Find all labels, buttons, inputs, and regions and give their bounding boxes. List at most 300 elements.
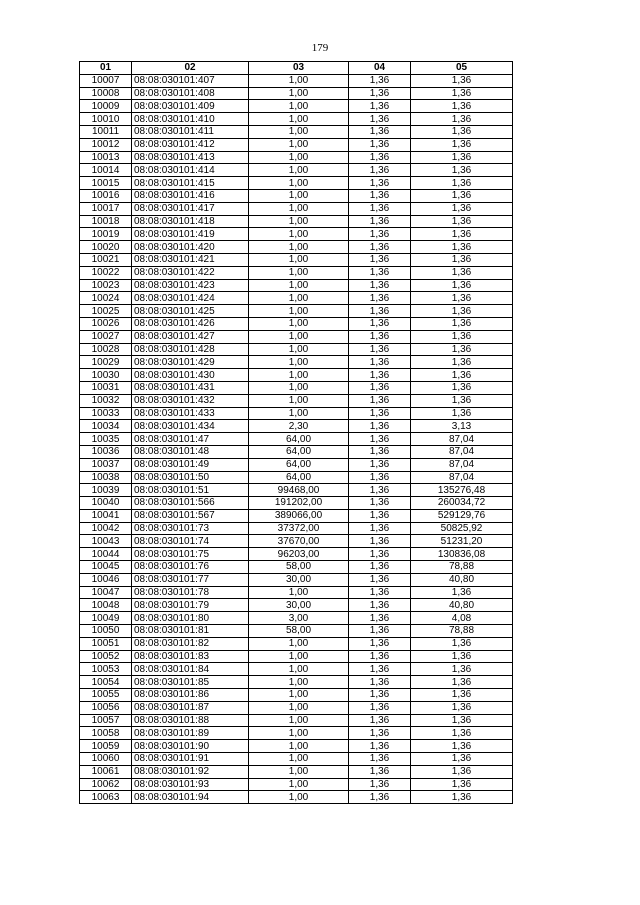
cadastral-number-cell: 08:08:030101:92	[132, 765, 249, 778]
row-number-cell: 10055	[80, 689, 132, 702]
value-03-cell: 1,00	[249, 138, 349, 151]
table-row	[80, 202, 513, 215]
value-04-cell: 1,36	[349, 433, 411, 446]
row-number-cell: 10028	[80, 343, 132, 356]
row-number-cell: 10015	[80, 177, 132, 190]
value-03-cell: 1,00	[249, 381, 349, 394]
value-03-cell: 1,00	[249, 727, 349, 740]
value-03-cell: 1,00	[249, 177, 349, 190]
header-row	[80, 62, 513, 75]
cadastral-number-cell: 08:08:030101:416	[132, 189, 249, 202]
table-row	[80, 561, 513, 574]
column-header-02: 02	[132, 62, 249, 75]
value-05-cell: 1,36	[411, 305, 513, 318]
value-04-cell: 1,36	[349, 497, 411, 510]
value-04-cell: 1,36	[349, 113, 411, 126]
cadastral-number-cell: 08:08:030101:422	[132, 266, 249, 279]
cadastral-number-cell: 08:08:030101:86	[132, 689, 249, 702]
table-row	[80, 458, 513, 471]
cadastral-number-cell: 08:08:030101:51	[132, 484, 249, 497]
value-03-cell: 1,00	[249, 650, 349, 663]
cadastral-number-cell: 08:08:030101:421	[132, 253, 249, 266]
cadastral-number-cell: 08:08:030101:50	[132, 471, 249, 484]
cadastral-number-cell: 08:08:030101:426	[132, 317, 249, 330]
value-04-cell: 1,36	[349, 535, 411, 548]
value-03-cell: 1,00	[249, 125, 349, 138]
value-03-cell: 1,00	[249, 740, 349, 753]
value-03-cell: 2,30	[249, 420, 349, 433]
row-number-cell: 10012	[80, 138, 132, 151]
table-row	[80, 151, 513, 164]
value-04-cell: 1,36	[349, 586, 411, 599]
value-03-cell: 64,00	[249, 433, 349, 446]
table-row	[80, 637, 513, 650]
value-03-cell: 1,00	[249, 292, 349, 305]
page-number: 179	[311, 42, 329, 54]
table-row	[80, 369, 513, 382]
cadastral-number-cell: 08:08:030101:93	[132, 778, 249, 791]
table-row	[80, 509, 513, 522]
value-04-cell: 1,36	[349, 612, 411, 625]
value-05-cell: 1,36	[411, 701, 513, 714]
table-header	[80, 62, 513, 75]
value-05-cell: 1,36	[411, 292, 513, 305]
table-row	[80, 138, 513, 151]
table-row	[80, 330, 513, 343]
value-05-cell: 87,04	[411, 433, 513, 446]
value-03-cell: 1,00	[249, 343, 349, 356]
value-05-cell: 1,36	[411, 765, 513, 778]
value-04-cell: 1,36	[349, 663, 411, 676]
value-04-cell: 1,36	[349, 753, 411, 766]
row-number-cell: 10045	[80, 561, 132, 574]
value-03-cell: 1,00	[249, 164, 349, 177]
row-number-cell: 10026	[80, 317, 132, 330]
cadastral-number-cell: 08:08:030101:83	[132, 650, 249, 663]
cadastral-number-cell: 08:08:030101:91	[132, 753, 249, 766]
cadastral-number-cell: 08:08:030101:429	[132, 356, 249, 369]
cadastral-number-cell: 08:08:030101:82	[132, 637, 249, 650]
cadastral-number-cell: 08:08:030101:49	[132, 458, 249, 471]
column-header-01: 01	[80, 62, 132, 75]
value-04-cell: 1,36	[349, 689, 411, 702]
value-04-cell: 1,36	[349, 228, 411, 241]
value-04-cell: 1,36	[349, 253, 411, 266]
value-05-cell: 1,36	[411, 791, 513, 804]
value-04-cell: 1,36	[349, 241, 411, 254]
row-number-cell: 10036	[80, 445, 132, 458]
row-number-cell: 10032	[80, 394, 132, 407]
cadastral-number-cell: 08:08:030101:431	[132, 381, 249, 394]
table-row	[80, 125, 513, 138]
value-05-cell: 1,36	[411, 215, 513, 228]
table-row	[80, 445, 513, 458]
row-number-cell: 10054	[80, 676, 132, 689]
table-row	[80, 100, 513, 113]
value-04-cell: 1,36	[349, 369, 411, 382]
cadastral-number-cell: 08:08:030101:411	[132, 125, 249, 138]
cadastral-number-cell: 08:08:030101:430	[132, 369, 249, 382]
row-number-cell: 10046	[80, 573, 132, 586]
value-03-cell: 1,00	[249, 215, 349, 228]
row-number-cell: 10060	[80, 753, 132, 766]
value-05-cell: 1,36	[411, 778, 513, 791]
table-row	[80, 778, 513, 791]
value-05-cell: 1,36	[411, 177, 513, 190]
value-05-cell: 1,36	[411, 407, 513, 420]
cadastral-number-cell: 08:08:030101:424	[132, 292, 249, 305]
table-row	[80, 497, 513, 510]
value-03-cell: 3,00	[249, 612, 349, 625]
value-04-cell: 1,36	[349, 177, 411, 190]
cadastral-number-cell: 08:08:030101:80	[132, 612, 249, 625]
cadastral-number-cell: 08:08:030101:73	[132, 522, 249, 535]
value-05-cell: 1,36	[411, 266, 513, 279]
value-05-cell: 1,36	[411, 394, 513, 407]
value-04-cell: 1,36	[349, 458, 411, 471]
table-row	[80, 164, 513, 177]
cadastral-number-cell: 08:08:030101:567	[132, 509, 249, 522]
cadastral-number-cell: 08:08:030101:434	[132, 420, 249, 433]
cadastral-number-cell: 08:08:030101:90	[132, 740, 249, 753]
column-header-03: 03	[249, 62, 349, 75]
value-05-cell: 87,04	[411, 471, 513, 484]
table-row	[80, 689, 513, 702]
value-05-cell: 1,36	[411, 356, 513, 369]
value-03-cell: 1,00	[249, 113, 349, 126]
value-05-cell: 1,36	[411, 727, 513, 740]
value-03-cell: 30,00	[249, 573, 349, 586]
value-03-cell: 64,00	[249, 445, 349, 458]
table-row	[80, 714, 513, 727]
value-05-cell: 87,04	[411, 445, 513, 458]
value-05-cell: 1,36	[411, 381, 513, 394]
value-05-cell: 1,36	[411, 689, 513, 702]
row-number-cell: 10021	[80, 253, 132, 266]
row-number-cell: 10014	[80, 164, 132, 177]
value-03-cell: 96203,00	[249, 548, 349, 561]
value-03-cell: 1,00	[249, 151, 349, 164]
value-03-cell: 1,00	[249, 701, 349, 714]
value-03-cell: 1,00	[249, 663, 349, 676]
value-03-cell: 1,00	[249, 778, 349, 791]
table-row	[80, 292, 513, 305]
row-number-cell: 10063	[80, 791, 132, 804]
value-03-cell: 1,00	[249, 87, 349, 100]
value-03-cell: 1,00	[249, 74, 349, 87]
cadastral-number-cell: 08:08:030101:415	[132, 177, 249, 190]
table-row	[80, 791, 513, 804]
value-03-cell: 64,00	[249, 471, 349, 484]
row-number-cell: 10029	[80, 356, 132, 369]
cadastral-number-cell: 08:08:030101:410	[132, 113, 249, 126]
row-number-cell: 10010	[80, 113, 132, 126]
table-row	[80, 343, 513, 356]
data-table	[79, 61, 513, 804]
row-number-cell: 10033	[80, 407, 132, 420]
table-row	[80, 727, 513, 740]
table-row	[80, 87, 513, 100]
value-04-cell: 1,36	[349, 125, 411, 138]
table-row	[80, 522, 513, 535]
value-04-cell: 1,36	[349, 561, 411, 574]
value-04-cell: 1,36	[349, 740, 411, 753]
value-03-cell: 1,00	[249, 394, 349, 407]
value-05-cell: 1,36	[411, 714, 513, 727]
row-number-cell: 10034	[80, 420, 132, 433]
value-03-cell: 389066,00	[249, 509, 349, 522]
cadastral-number-cell: 08:08:030101:47	[132, 433, 249, 446]
value-05-cell: 1,36	[411, 138, 513, 151]
table-row	[80, 599, 513, 612]
value-03-cell: 1,00	[249, 714, 349, 727]
row-number-cell: 10009	[80, 100, 132, 113]
value-05-cell: 1,36	[411, 663, 513, 676]
table-row	[80, 305, 513, 318]
value-04-cell: 1,36	[349, 484, 411, 497]
cadastral-number-cell: 08:08:030101:94	[132, 791, 249, 804]
row-number-cell: 10038	[80, 471, 132, 484]
row-number-cell: 10007	[80, 74, 132, 87]
value-04-cell: 1,36	[349, 407, 411, 420]
table-row	[80, 650, 513, 663]
cadastral-number-cell: 08:08:030101:89	[132, 727, 249, 740]
cadastral-number-cell: 08:08:030101:78	[132, 586, 249, 599]
value-05-cell: 1,36	[411, 125, 513, 138]
cadastral-number-cell: 08:08:030101:81	[132, 625, 249, 638]
cadastral-number-cell: 08:08:030101:420	[132, 241, 249, 254]
value-04-cell: 1,36	[349, 151, 411, 164]
value-03-cell: 1,00	[249, 586, 349, 599]
value-05-cell: 3,13	[411, 420, 513, 433]
value-04-cell: 1,36	[349, 445, 411, 458]
row-number-cell: 10044	[80, 548, 132, 561]
value-04-cell: 1,36	[349, 650, 411, 663]
row-number-cell: 10042	[80, 522, 132, 535]
cadastral-number-cell: 08:08:030101:79	[132, 599, 249, 612]
value-04-cell: 1,36	[349, 100, 411, 113]
table-row	[80, 407, 513, 420]
value-04-cell: 1,36	[349, 202, 411, 215]
value-04-cell: 1,36	[349, 189, 411, 202]
value-04-cell: 1,36	[349, 471, 411, 484]
row-number-cell: 10061	[80, 765, 132, 778]
table-row	[80, 573, 513, 586]
value-05-cell: 78,88	[411, 625, 513, 638]
row-number-cell: 10037	[80, 458, 132, 471]
cadastral-number-cell: 08:08:030101:84	[132, 663, 249, 676]
table-row	[80, 676, 513, 689]
value-05-cell: 1,36	[411, 253, 513, 266]
row-number-cell: 10030	[80, 369, 132, 382]
row-number-cell: 10018	[80, 215, 132, 228]
value-05-cell: 1,36	[411, 343, 513, 356]
value-05-cell: 4,08	[411, 612, 513, 625]
table-row	[80, 484, 513, 497]
row-number-cell: 10049	[80, 612, 132, 625]
value-04-cell: 1,36	[349, 164, 411, 177]
value-04-cell: 1,36	[349, 394, 411, 407]
value-04-cell: 1,36	[349, 727, 411, 740]
value-04-cell: 1,36	[349, 305, 411, 318]
table-row	[80, 433, 513, 446]
value-04-cell: 1,36	[349, 330, 411, 343]
table-row	[80, 765, 513, 778]
table-row	[80, 663, 513, 676]
row-number-cell: 10013	[80, 151, 132, 164]
value-03-cell: 1,00	[249, 228, 349, 241]
value-03-cell: 1,00	[249, 266, 349, 279]
value-05-cell: 1,36	[411, 100, 513, 113]
cadastral-number-cell: 08:08:030101:408	[132, 87, 249, 100]
cadastral-number-cell: 08:08:030101:87	[132, 701, 249, 714]
value-05-cell: 1,36	[411, 676, 513, 689]
cadastral-number-cell: 08:08:030101:419	[132, 228, 249, 241]
row-number-cell: 10027	[80, 330, 132, 343]
value-04-cell: 1,36	[349, 625, 411, 638]
value-03-cell: 1,00	[249, 317, 349, 330]
table-row	[80, 548, 513, 561]
value-03-cell: 1,00	[249, 637, 349, 650]
cadastral-number-cell: 08:08:030101:85	[132, 676, 249, 689]
table-row	[80, 241, 513, 254]
value-05-cell: 1,36	[411, 317, 513, 330]
value-04-cell: 1,36	[349, 714, 411, 727]
cadastral-number-cell: 08:08:030101:566	[132, 497, 249, 510]
row-number-cell: 10022	[80, 266, 132, 279]
value-03-cell: 64,00	[249, 458, 349, 471]
value-04-cell: 1,36	[349, 599, 411, 612]
value-04-cell: 1,36	[349, 215, 411, 228]
row-number-cell: 10008	[80, 87, 132, 100]
value-05-cell: 1,36	[411, 369, 513, 382]
value-05-cell: 87,04	[411, 458, 513, 471]
row-number-cell: 10011	[80, 125, 132, 138]
table-row	[80, 612, 513, 625]
value-04-cell: 1,36	[349, 637, 411, 650]
value-05-cell: 1,36	[411, 189, 513, 202]
row-number-cell: 10051	[80, 637, 132, 650]
row-number-cell: 10052	[80, 650, 132, 663]
row-number-cell: 10043	[80, 535, 132, 548]
cadastral-number-cell: 08:08:030101:433	[132, 407, 249, 420]
cadastral-number-cell: 08:08:030101:76	[132, 561, 249, 574]
table-row	[80, 228, 513, 241]
table-row	[80, 253, 513, 266]
cadastral-number-cell: 08:08:030101:418	[132, 215, 249, 228]
value-04-cell: 1,36	[349, 87, 411, 100]
row-number-cell: 10062	[80, 778, 132, 791]
table-row	[80, 535, 513, 548]
table-row	[80, 381, 513, 394]
value-03-cell: 1,00	[249, 753, 349, 766]
value-03-cell: 1,00	[249, 202, 349, 215]
value-04-cell: 1,36	[349, 765, 411, 778]
value-04-cell: 1,36	[349, 522, 411, 535]
table-row	[80, 701, 513, 714]
row-number-cell: 10017	[80, 202, 132, 215]
value-03-cell: 37372,00	[249, 522, 349, 535]
value-03-cell: 1,00	[249, 407, 349, 420]
value-05-cell: 1,36	[411, 164, 513, 177]
cadastral-number-cell: 08:08:030101:414	[132, 164, 249, 177]
row-number-cell: 10039	[80, 484, 132, 497]
value-04-cell: 1,36	[349, 381, 411, 394]
value-03-cell: 1,00	[249, 791, 349, 804]
value-03-cell: 1,00	[249, 241, 349, 254]
value-05-cell: 1,36	[411, 151, 513, 164]
value-03-cell: 58,00	[249, 625, 349, 638]
value-05-cell: 1,36	[411, 637, 513, 650]
value-03-cell: 30,00	[249, 599, 349, 612]
cadastral-number-cell: 08:08:030101:74	[132, 535, 249, 548]
table-row	[80, 394, 513, 407]
cadastral-number-cell: 08:08:030101:432	[132, 394, 249, 407]
row-number-cell: 10058	[80, 727, 132, 740]
value-05-cell: 1,36	[411, 586, 513, 599]
row-number-cell: 10059	[80, 740, 132, 753]
table-row	[80, 215, 513, 228]
table-row	[80, 420, 513, 433]
row-number-cell: 10019	[80, 228, 132, 241]
value-05-cell: 1,36	[411, 228, 513, 241]
table-row	[80, 279, 513, 292]
table-row	[80, 189, 513, 202]
row-number-cell: 10031	[80, 381, 132, 394]
row-number-cell: 10040	[80, 497, 132, 510]
value-04-cell: 1,36	[349, 509, 411, 522]
value-05-cell: 1,36	[411, 753, 513, 766]
value-05-cell: 1,36	[411, 279, 513, 292]
value-04-cell: 1,36	[349, 676, 411, 689]
value-05-cell: 1,36	[411, 330, 513, 343]
value-04-cell: 1,36	[349, 420, 411, 433]
cadastral-number-cell: 08:08:030101:75	[132, 548, 249, 561]
table-row	[80, 356, 513, 369]
row-number-cell: 10023	[80, 279, 132, 292]
column-header-04: 04	[349, 62, 411, 75]
row-number-cell: 10035	[80, 433, 132, 446]
value-05-cell: 130836,08	[411, 548, 513, 561]
cadastral-number-cell: 08:08:030101:77	[132, 573, 249, 586]
value-04-cell: 1,36	[349, 701, 411, 714]
table-row	[80, 625, 513, 638]
value-04-cell: 1,36	[349, 317, 411, 330]
column-header-05: 05	[411, 62, 513, 75]
value-04-cell: 1,36	[349, 356, 411, 369]
value-03-cell: 1,00	[249, 356, 349, 369]
cadastral-number-cell: 08:08:030101:423	[132, 279, 249, 292]
cadastral-number-cell: 08:08:030101:88	[132, 714, 249, 727]
cadastral-number-cell: 08:08:030101:48	[132, 445, 249, 458]
value-04-cell: 1,36	[349, 279, 411, 292]
value-03-cell: 1,00	[249, 689, 349, 702]
value-05-cell: 1,36	[411, 650, 513, 663]
value-03-cell: 1,00	[249, 305, 349, 318]
value-05-cell: 1,36	[411, 113, 513, 126]
cadastral-number-cell: 08:08:030101:413	[132, 151, 249, 164]
value-03-cell: 1,00	[249, 279, 349, 292]
table-row	[80, 753, 513, 766]
table-row	[80, 740, 513, 753]
value-03-cell: 1,00	[249, 100, 349, 113]
row-number-cell: 10020	[80, 241, 132, 254]
value-04-cell: 1,36	[349, 778, 411, 791]
table-row	[80, 317, 513, 330]
value-04-cell: 1,36	[349, 266, 411, 279]
table-row	[80, 74, 513, 87]
cadastral-number-cell: 08:08:030101:407	[132, 74, 249, 87]
